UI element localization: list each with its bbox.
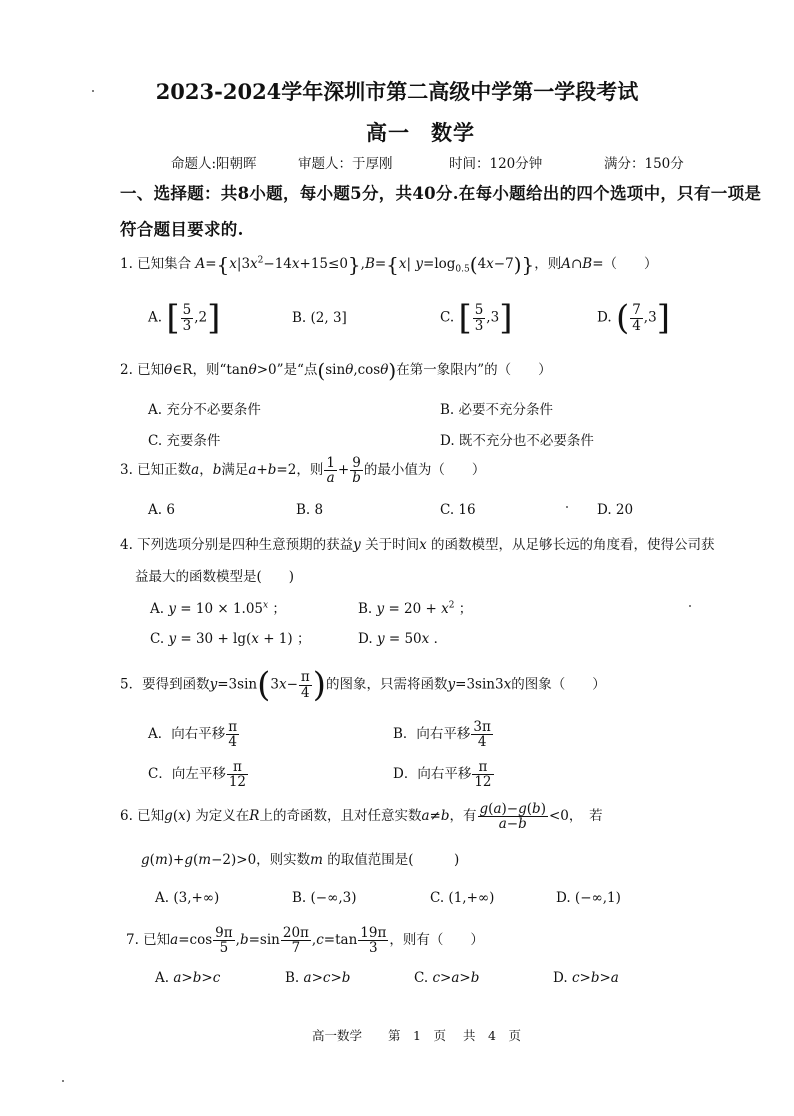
q4-option-a[interactable]: A. $y = 10 \times 1.05^x$ ； xyxy=(150,600,286,617)
q4-option-c[interactable]: C. y = 30 + lg(x + 1) ； xyxy=(150,631,311,647)
q5-option-d[interactable]: D．向右平移 $\frac{\pi}{12}$ xyxy=(393,759,492,791)
q7-option-b[interactable]: B. a>c>b xyxy=(285,970,351,986)
q7-option-d[interactable]: D. c>b>a xyxy=(553,970,619,986)
exam-grade: 高一 xyxy=(366,120,410,145)
question-3: 3. 已知正数a，b满足a+b=2，则 $\frac{1}{a}$ + $\frac{9}{b}$ 的最小值为（ ） xyxy=(120,455,486,487)
scan-speck xyxy=(92,90,94,92)
q7-option-a[interactable]: A. a>b>c xyxy=(155,970,221,986)
meta-reviewer: 审题人：于厚刚 xyxy=(298,156,393,172)
question-4-line2: 益最大的函数模型是( ) xyxy=(135,569,295,585)
question-6-line2: g(m)+g(m−2)>0，则实数m 的取值范围是( ) xyxy=(141,852,460,868)
question-6-line1: 6. 已知g(x) 为定义在R上的奇函数，且对任意实数a≠b，有 $\frac{g(a)-g(b)}{a-b}$ <0， 若 xyxy=(120,801,603,833)
q6-option-d[interactable]: D. (−∞,1) xyxy=(556,890,621,906)
question-1: 1. 已知集合 $A=\{x|3x^2-14x+15\le 0\},B=\{x|$ $y=\log_{0.5}(4x-7)$}，则A∩B=（ ） xyxy=(120,252,658,277)
q7-option-c[interactable]: C. c>a>b xyxy=(414,970,480,986)
q2-option-c[interactable]: C. 充要条件 xyxy=(148,433,221,449)
q1-option-b[interactable]: B. (2, 3] xyxy=(292,310,347,326)
q2-option-d[interactable]: D. 既不充分也不必要条件 xyxy=(440,433,594,449)
exam-subject: 数学 xyxy=(431,120,475,145)
scan-speck xyxy=(689,605,691,607)
q5-option-a[interactable]: A．向右平移 $\frac{\pi}{4}$ xyxy=(148,719,238,751)
q3-option-a[interactable]: A. 6 xyxy=(148,502,175,518)
scan-speck xyxy=(566,506,568,508)
footer-page: 第 1 页 xyxy=(388,1028,446,1043)
question-4-line1: 4. 下列选项分别是四种生意预期的获益y 关于时间x 的函数模型，从足够长远的角度看，使得公司获 xyxy=(120,537,715,553)
question-7: 7. 已知a=cos $\frac{9\pi}{5}$ ,b=sin $\frac{20\pi}{7}$ ,c=tan $\frac{19\pi}{3}$ ，则有（ ） xyxy=(126,925,484,957)
q3-option-c[interactable]: C. 16 xyxy=(440,502,476,518)
q6-option-b[interactable]: B. (−∞,3) xyxy=(292,890,357,906)
footer-total: 共 4 页 xyxy=(463,1028,521,1043)
footer-subject: 高一数学 xyxy=(312,1028,363,1043)
q2-option-a[interactable]: A. 充分不必要条件 xyxy=(148,402,261,418)
q6-option-c[interactable]: C. (1,+∞) xyxy=(430,890,495,906)
q1-option-a[interactable]: A. [ $\frac{5}{3}$ ,2] xyxy=(148,298,221,338)
q3-option-d[interactable]: D. 20 xyxy=(597,502,634,518)
meta-score: 满分：150分 xyxy=(604,156,684,172)
q4-option-d[interactable]: D. y = 50x ． xyxy=(358,631,448,647)
q4-option-b[interactable]: B. $y = 20 + x^2$ ； xyxy=(358,600,473,617)
q5-option-c[interactable]: C．向左平移 $\frac{\pi}{12}$ xyxy=(148,759,247,791)
section1-line2: 符合题目要求的. xyxy=(120,220,244,239)
meta-time: 时间：120分钟 xyxy=(449,156,543,172)
meta-author: 命题人:阳朝晖 xyxy=(171,156,257,172)
q1-option-d[interactable]: D. ( $\frac{7}{4}$ ,3] xyxy=(597,298,670,338)
q3-option-b[interactable]: B. 8 xyxy=(296,502,324,518)
question-5: 5．要得到函数y=3sin(3x− $\frac{\pi}{4}$ )的图象，只需将函数y=3sin3x的图象（ ） xyxy=(120,665,606,705)
q6-option-a[interactable]: A. (3,+∞) xyxy=(155,890,220,906)
question-2: 2. 已知θ∈R，则“tanθ>0”是“点(sinθ,cosθ)在第一象限内”的（ ） xyxy=(120,358,552,383)
exam-title: 2023-2024学年深圳市第二高级中学第一学段考试 xyxy=(155,79,639,104)
scan-speck xyxy=(62,1080,64,1082)
q1-option-c[interactable]: C. [ $\frac{5}{3}$ ,3] xyxy=(440,298,513,338)
section1-line1: 一、选择题：共8小题，每小题5分，共40分.在每小题给出的四个选项中，只有一项是 xyxy=(120,184,762,203)
q5-option-b[interactable]: B．向右平移 $\frac{3\pi}{4}$ xyxy=(393,719,491,751)
q2-option-b[interactable]: B. 必要不充分条件 xyxy=(440,402,554,418)
